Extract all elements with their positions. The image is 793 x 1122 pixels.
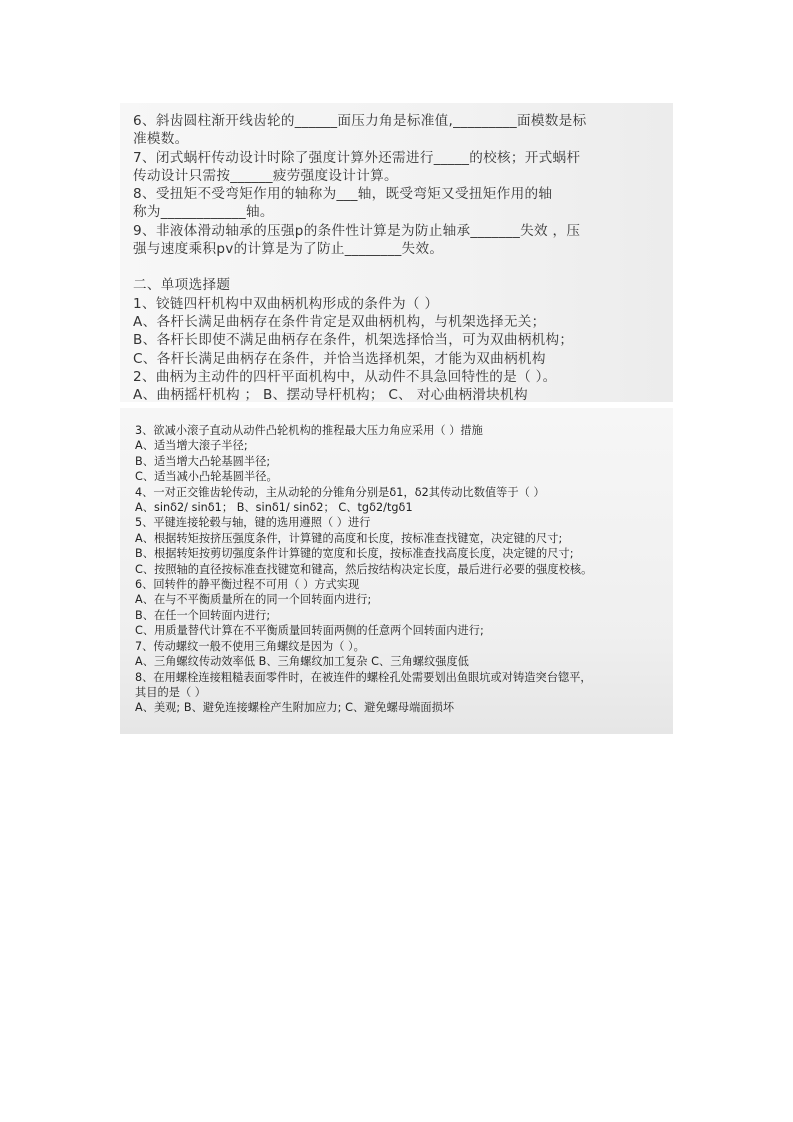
- option-line: A、根据转矩按挤压强度条件，计算键的高度和长度，按标准查找键宽，决定键的尺寸;: [135, 531, 563, 545]
- option-line: A、三角螺纹传动效率低 B、三角螺纹加工复杂 C、三角螺纹强度低: [135, 655, 469, 669]
- option-line: A、美观; B、避免连接螺栓产生附加应力; C、避免螺母端面损坏: [135, 701, 455, 715]
- option-line: C、各杆长满足曲柄存在条件，并恰当选择机架，才能为双曲柄机构: [133, 350, 546, 367]
- option-line: C、用质量替代计算在不平衡质量回转面两侧的任意两个回转面内进行;: [135, 624, 484, 638]
- question-line: 7、闭式蜗杆传动设计时除了强度计算外还需进行_____的校核；开式蜗杆: [133, 149, 581, 166]
- question-line: 1、铰链四杆机构中双曲柄机构形成的条件为（ ）: [133, 295, 439, 312]
- question-line: 其目的是（ ）: [135, 685, 207, 699]
- option-line: A、适当增大滚子半径;: [135, 439, 248, 453]
- option-line: A、曲柄摇杆机构 ； B、摆动导杆机构； C、 对心曲柄滑块机构: [133, 387, 528, 404]
- question-line: 8、在用螺栓连接粗糙表面零件时，在被连件的螺栓孔处需要划出鱼眼坑或对铸造突台锪平，: [135, 670, 592, 684]
- question-line: 准模数。: [133, 131, 189, 148]
- question-line: 强与速度乘积pv的计算是为了防止________失效。: [133, 241, 444, 258]
- option-line: C、按照轴的直径按标准查找键宽和键高，然后按结构决定长度，最后进行必要的强度校核。: [135, 562, 593, 576]
- question-line: 3、欲减小滚子直动从动件凸轮机构的推程最大压力角应采用（ ）措施: [135, 424, 483, 437]
- option-line: B、在任一个回转面内进行;: [135, 608, 271, 622]
- question-line: 7、传动螺纹一般不使用三角螺纹是因为（ ）。: [135, 639, 365, 653]
- question-line: 传动设计只需按______疲劳强度设计计算。: [133, 167, 398, 184]
- question-line: 5、平键连接轮毂与轴，键的选用遵照（ ）进行: [135, 516, 371, 530]
- option-line: B、根据转矩按剪切强度条件计算键的宽度和长度，按标准查找高度长度，决定键的尺寸;: [135, 547, 574, 561]
- question-image-bottom: [120, 408, 673, 734]
- section-gap: [133, 258, 665, 276]
- question-image-top: [120, 103, 673, 402]
- option-line: B、各杆长即使不满足曲柄存在条件，机架选择恰当，可为双曲柄机构；: [133, 332, 574, 349]
- section-heading: 二、单项选择题: [133, 277, 231, 294]
- option-line: B、适当增大凸轮基圆半径;: [135, 454, 271, 468]
- fill-blank-section: [133, 112, 665, 258]
- question-line: 4、一对正交锥齿轮传动，主从动轮的分锥角分别是δ1，δ2其传动比数值等于（ ）: [135, 485, 545, 499]
- single-choice-section: [133, 276, 665, 404]
- question-line: 称为____________轴。: [133, 204, 274, 221]
- option-line: A、在与不平衡质量所在的同一个回转面内进行;: [135, 593, 372, 607]
- option-line: A、sinδ2/ sinδ1； B、sinδ1/ sinδ2； C、tgδ2/tgδ1: [135, 501, 413, 515]
- option-line: A、各杆长满足曲柄存在条件肯定是双曲柄机构，与机架选择无关；: [133, 313, 546, 330]
- option-line: C、适当减小凸轮基圆半径。: [135, 470, 278, 484]
- question-line: 9、非液体滑动轴承的压强p的条件性计算是为防止轴承_______失效 ，压: [133, 222, 581, 239]
- question-line: 8、受扭矩不受弯矩作用的轴称为___轴，既受弯矩又受扭矩作用的轴: [133, 186, 553, 203]
- question-line: 6、回转件的静平衡过程不可用（ ）方式实现: [135, 578, 360, 592]
- question-line: 2、曲柄为主动件的四杆平面机构中，从动件不具急回特性的是（ ）。: [133, 368, 557, 385]
- question-line: 6、斜齿圆柱渐开线齿轮的______面压力角是标准值,_________面模数是标: [133, 113, 587, 129]
